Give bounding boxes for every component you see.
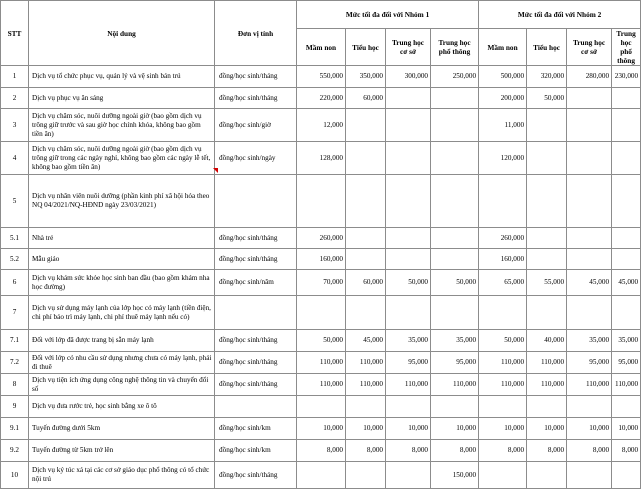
- row-unit: [215, 175, 297, 228]
- group2-value: 45,000: [612, 270, 641, 296]
- group2-value: 110,000: [479, 374, 527, 396]
- group1-value: [386, 142, 431, 175]
- group1-value: 260,000: [297, 228, 346, 249]
- group1-value: 220,000: [297, 88, 346, 109]
- table-row: [1, 396, 641, 418]
- row-stt: 9: [1, 396, 29, 418]
- row-content: Dịch vụ tổ chức phục vụ, quản lý và vệ sinh bán trú: [29, 66, 215, 88]
- group2-value: 110,000: [527, 352, 567, 374]
- table-row: [1, 418, 641, 440]
- table-row: [1, 296, 641, 330]
- row-stt: 3: [1, 109, 29, 142]
- group2-value: [527, 142, 567, 175]
- group2-value: 110,000: [612, 374, 641, 396]
- group2-value: 110,000: [527, 374, 567, 396]
- header-level: Mầm non: [479, 29, 527, 66]
- group1-value: 128,000: [297, 142, 346, 175]
- group1-value: [386, 396, 431, 418]
- group2-value: [567, 109, 612, 142]
- table-row: [1, 88, 641, 109]
- group1-value: 150,000: [431, 462, 479, 489]
- header-level: Tiểu học: [346, 29, 386, 66]
- group2-value: 10,000: [567, 418, 612, 440]
- group1-value: [346, 396, 386, 418]
- row-stt: 5.2: [1, 249, 29, 270]
- group2-value: [527, 296, 567, 330]
- row-content: Nhà trẻ: [29, 228, 215, 249]
- group1-value: 110,000: [346, 352, 386, 374]
- row-unit: đồng/học sinh/km: [215, 418, 297, 440]
- row-unit: đồng/học sinh/tháng: [215, 374, 297, 396]
- group2-value: 200,000: [479, 88, 527, 109]
- header-unit: Đơn vị tính: [215, 1, 297, 66]
- group1-value: 60,000: [346, 270, 386, 296]
- row-stt: 7.2: [1, 352, 29, 374]
- row-stt: 5.1: [1, 228, 29, 249]
- row-stt: 1: [1, 66, 29, 88]
- row-stt: 5: [1, 175, 29, 228]
- group1-value: [346, 296, 386, 330]
- group1-value: 12,000: [297, 109, 346, 142]
- row-content: Dịch vụ sử dụng máy lạnh của lớp học có máy lạnh (tiền điện, chi phí bảo trì máy lạnh, chi phí thuê máy lạnh nếu có): [29, 296, 215, 330]
- row-unit: đồng/học sinh/tháng: [215, 88, 297, 109]
- group1-value: 70,000: [297, 270, 346, 296]
- group1-value: [431, 175, 479, 228]
- group1-value: 35,000: [386, 330, 431, 352]
- group2-value: 35,000: [612, 330, 641, 352]
- group2-value: [612, 396, 641, 418]
- group2-value: 8,000: [527, 440, 567, 462]
- row-content: Dịch vụ chăm sóc, nuôi dưỡng ngoài giờ (bao gồm dịch vụ trông giữ trong các ngày nghỉ, không bao gồm các ngày lễ tết, không bao gồm tiền ăn): [29, 142, 215, 175]
- group1-value: 50,000: [386, 270, 431, 296]
- group1-value: [346, 249, 386, 270]
- table-row: [1, 270, 641, 296]
- table-body: [1, 66, 641, 489]
- row-unit: đồng/học sinh/tháng: [215, 228, 297, 249]
- group1-value: [431, 249, 479, 270]
- row-unit: đồng/học sinh/tháng: [215, 66, 297, 88]
- group2-value: 120,000: [479, 142, 527, 175]
- row-stt: 2: [1, 88, 29, 109]
- group1-value: 8,000: [297, 440, 346, 462]
- row-unit: đồng/học sinh/tháng: [215, 462, 297, 489]
- group1-value: [297, 462, 346, 489]
- group2-value: 45,000: [567, 270, 612, 296]
- group1-value: [346, 175, 386, 228]
- row-unit: đồng/học sinh/km: [215, 440, 297, 462]
- group2-value: [527, 249, 567, 270]
- group2-value: [479, 396, 527, 418]
- table-row: [1, 142, 641, 175]
- row-stt: 7.1: [1, 330, 29, 352]
- group2-value: [527, 109, 567, 142]
- group1-value: 550,000: [297, 66, 346, 88]
- group2-value: 230,000: [612, 66, 641, 88]
- group1-value: 110,000: [386, 374, 431, 396]
- table-row: [1, 352, 641, 374]
- table-row: [1, 374, 641, 396]
- group1-value: [297, 296, 346, 330]
- table-row: [1, 175, 641, 228]
- group1-value: 8,000: [386, 440, 431, 462]
- group2-value: 160,000: [479, 249, 527, 270]
- group2-value: [612, 462, 641, 489]
- row-stt: 9.2: [1, 440, 29, 462]
- group2-value: [612, 142, 641, 175]
- group2-value: 10,000: [527, 418, 567, 440]
- group1-value: [386, 175, 431, 228]
- group1-value: [431, 109, 479, 142]
- group1-value: [431, 88, 479, 109]
- header-level: Mầm non: [297, 29, 346, 66]
- group1-value: [431, 142, 479, 175]
- group1-value: [431, 228, 479, 249]
- group1-value: [297, 396, 346, 418]
- group2-value: 8,000: [479, 440, 527, 462]
- row-unit: đồng/học sinh/tháng: [215, 352, 297, 374]
- header-content: Nội dung: [29, 1, 215, 66]
- group1-value: [386, 249, 431, 270]
- group2-value: 40,000: [527, 330, 567, 352]
- group2-value: [567, 88, 612, 109]
- row-stt: 6: [1, 270, 29, 296]
- group1-value: 60,000: [346, 88, 386, 109]
- group1-value: [346, 462, 386, 489]
- row-content: Dịch vụ phục vụ ăn sáng: [29, 88, 215, 109]
- table-row: [1, 228, 641, 249]
- group1-value: 45,000: [346, 330, 386, 352]
- row-content: Dịch vụ tiện ích ứng dụng công nghệ thông tin và chuyển đổi số: [29, 374, 215, 396]
- row-unit: [215, 296, 297, 330]
- group1-value: [346, 109, 386, 142]
- group2-value: 10,000: [612, 418, 641, 440]
- group1-value: [386, 296, 431, 330]
- group2-value: [567, 249, 612, 270]
- group1-value: 95,000: [386, 352, 431, 374]
- group2-value: [567, 228, 612, 249]
- header-level: Trung học cơ sở: [386, 29, 431, 66]
- group2-value: [479, 175, 527, 228]
- group2-value: [612, 228, 641, 249]
- group2-value: [612, 175, 641, 228]
- group1-value: 110,000: [346, 374, 386, 396]
- group2-value: 95,000: [612, 352, 641, 374]
- row-unit: đồng/học sinh/tháng: [215, 330, 297, 352]
- group1-value: 10,000: [431, 418, 479, 440]
- group1-value: 300,000: [386, 66, 431, 88]
- table-row: [1, 330, 641, 352]
- group2-value: [567, 175, 612, 228]
- group1-value: [386, 109, 431, 142]
- row-unit: [215, 396, 297, 418]
- row-stt: 9.1: [1, 418, 29, 440]
- row-content: Tuyến đường từ 5km trở lên: [29, 440, 215, 462]
- group1-value: 35,000: [431, 330, 479, 352]
- table-header: [1, 1, 641, 66]
- group1-value: 110,000: [297, 374, 346, 396]
- group2-value: 10,000: [479, 418, 527, 440]
- group2-value: [567, 396, 612, 418]
- group1-value: 50,000: [431, 270, 479, 296]
- group2-value: 50,000: [479, 330, 527, 352]
- group1-value: 8,000: [346, 440, 386, 462]
- group2-value: 35,000: [567, 330, 612, 352]
- header-group1: Mức tối đa đối với Nhóm 1: [297, 1, 479, 29]
- group2-value: 50,000: [527, 88, 567, 109]
- row-content: Đối với lớp đã được trang bị sẵn máy lạnh: [29, 330, 215, 352]
- row-content: Mẫu giáo: [29, 249, 215, 270]
- header-level: Trung học phổ thông: [612, 29, 641, 66]
- table-row: [1, 462, 641, 489]
- group2-value: 320,000: [527, 66, 567, 88]
- group1-value: 250,000: [431, 66, 479, 88]
- group2-value: [479, 462, 527, 489]
- row-content: Dịch vụ khám sức khỏe học sinh ban đầu (bao gồm khám nha học đường): [29, 270, 215, 296]
- header-level: Trung học phổ thông: [431, 29, 479, 66]
- group2-value: 65,000: [479, 270, 527, 296]
- row-unit: đồng/học sinh/ngày: [215, 142, 297, 175]
- group2-value: [612, 109, 641, 142]
- group2-value: [527, 462, 567, 489]
- header-level: Trung học cơ sở: [567, 29, 612, 66]
- group1-value: [386, 88, 431, 109]
- table-row: [1, 66, 641, 88]
- group2-value: 95,000: [567, 352, 612, 374]
- table-row: [1, 249, 641, 270]
- group2-value: [567, 142, 612, 175]
- row-content: Tuyến đường dưới 5km: [29, 418, 215, 440]
- row-unit: đồng/học sinh/giờ: [215, 109, 297, 142]
- row-content: Dịch vụ chăm sóc, nuôi dưỡng ngoài giờ (bao gồm dịch vụ trông giữ trước và sau giờ học chính khóa, không bao gồm tiền ăn): [29, 109, 215, 142]
- group1-value: [386, 462, 431, 489]
- group2-value: 11,000: [479, 109, 527, 142]
- group2-value: 8,000: [612, 440, 641, 462]
- comment-marker-icon: [213, 168, 218, 173]
- group2-value: [527, 396, 567, 418]
- group1-value: 95,000: [431, 352, 479, 374]
- row-stt: 8: [1, 374, 29, 396]
- group1-value: [386, 228, 431, 249]
- row-unit: đồng/học sinh/năm: [215, 270, 297, 296]
- group2-value: [527, 228, 567, 249]
- row-content: Dịch vụ ký túc xá tại các cơ sở giáo dục phổ thông có tổ chức nội trú: [29, 462, 215, 489]
- header-stt: STT: [1, 1, 29, 66]
- group1-value: 110,000: [431, 374, 479, 396]
- group1-value: 160,000: [297, 249, 346, 270]
- group2-value: [479, 296, 527, 330]
- group1-value: [431, 296, 479, 330]
- group2-value: [567, 462, 612, 489]
- group2-value: 110,000: [567, 374, 612, 396]
- group2-value: 280,000: [567, 66, 612, 88]
- group1-value: 10,000: [297, 418, 346, 440]
- group2-value: [567, 296, 612, 330]
- group2-value: 55,000: [527, 270, 567, 296]
- header-group2: Mức tối đa đối với Nhóm 2: [479, 1, 641, 29]
- table-row: [1, 440, 641, 462]
- group1-value: 10,000: [386, 418, 431, 440]
- group1-value: [346, 142, 386, 175]
- row-unit: đồng/học sinh/tháng: [215, 249, 297, 270]
- group2-value: 8,000: [567, 440, 612, 462]
- group1-value: [431, 396, 479, 418]
- group2-value: [612, 249, 641, 270]
- row-stt: 4: [1, 142, 29, 175]
- row-stt: 10: [1, 462, 29, 489]
- group1-value: 10,000: [346, 418, 386, 440]
- row-content: Đối với lớp có nhu cầu sử dụng nhưng chưa có máy lạnh, phải đi thuê: [29, 352, 215, 374]
- group1-value: [297, 175, 346, 228]
- group2-value: 110,000: [479, 352, 527, 374]
- group2-value: [612, 296, 641, 330]
- group2-value: [527, 175, 567, 228]
- group1-value: 50,000: [297, 330, 346, 352]
- row-content: Dịch vụ đưa rước trẻ, học sinh bằng xe ô tô: [29, 396, 215, 418]
- row-stt: 7: [1, 296, 29, 330]
- group2-value: 260,000: [479, 228, 527, 249]
- group1-value: [346, 228, 386, 249]
- group1-value: 350,000: [346, 66, 386, 88]
- group1-value: 110,000: [297, 352, 346, 374]
- header-level: Tiểu học: [527, 29, 567, 66]
- table-row: [1, 109, 641, 142]
- group2-value: 500,000: [479, 66, 527, 88]
- group2-value: [612, 88, 641, 109]
- group1-value: 8,000: [431, 440, 479, 462]
- row-content: Dịch vụ nhân viên nuôi dưỡng (phần kinh phí xã hội hóa theo NQ 04/2021/NQ-HĐND ngày 23/03/2021): [29, 175, 215, 228]
